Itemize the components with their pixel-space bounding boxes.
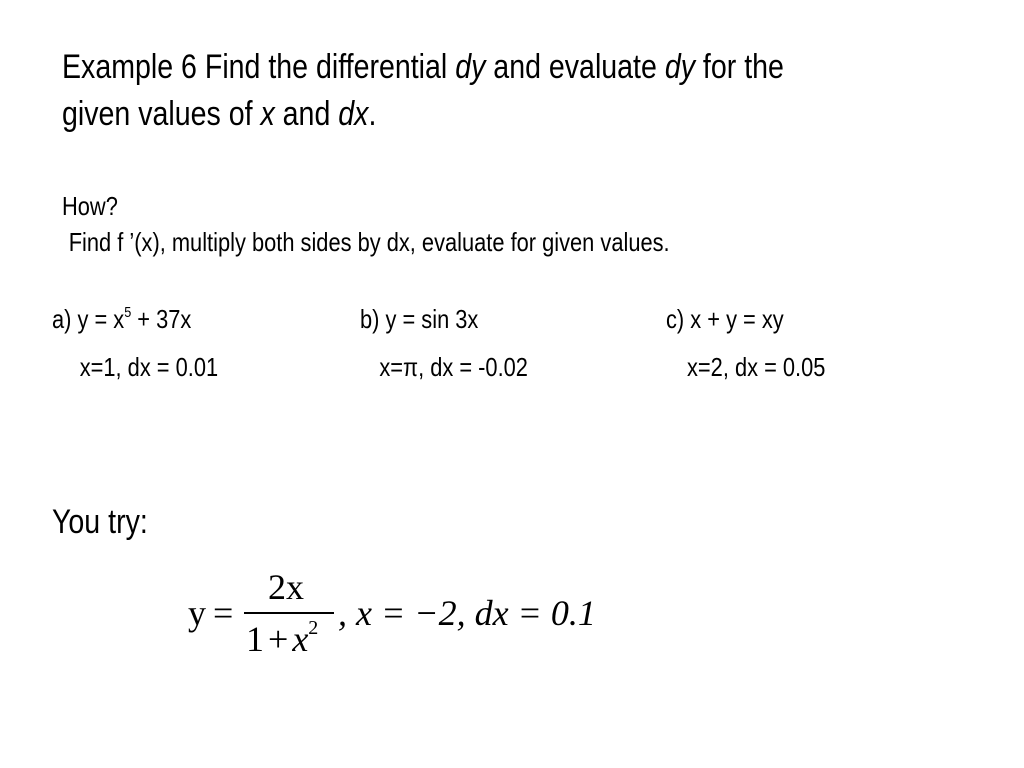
problem-a xyxy=(52,304,218,382)
you-try-label: You try: xyxy=(52,503,148,541)
problem-given: x=1, dx = 0.01 xyxy=(79,352,219,382)
denominator-x: x xyxy=(292,619,309,659)
problem-label: c) x + y = xy xyxy=(666,304,784,334)
problem-label: + 37x xyxy=(131,304,192,334)
equation-y: y xyxy=(188,593,206,633)
title-text: and evaluate xyxy=(485,48,665,86)
denominator-plus: + xyxy=(268,619,289,659)
title-line-2 xyxy=(62,91,784,138)
title-italic-dx: dx xyxy=(338,95,369,133)
problem-label: a) y = x xyxy=(52,304,125,334)
equation-equals: = xyxy=(213,593,234,633)
numerator-text: 2x xyxy=(268,567,304,607)
title-italic-dy: dy xyxy=(664,48,695,86)
problem-b xyxy=(360,304,528,382)
fraction-bar xyxy=(244,612,334,614)
problem-given: x=π, dx = -0.02 xyxy=(379,352,528,382)
problem-given: x=2, dx = 0.05 xyxy=(687,352,826,382)
how-instructions: Find f ’(x), multiply both sides by dx, evaluate for given values. xyxy=(68,227,670,257)
equation-numerator xyxy=(268,566,304,608)
title-text: for the xyxy=(694,48,784,86)
title-line-1 xyxy=(62,44,784,91)
title-text: and xyxy=(274,95,339,133)
title-italic-x: x xyxy=(260,95,275,133)
title-text: . xyxy=(368,95,377,133)
denominator-exponent: 2 xyxy=(308,617,319,639)
how-section xyxy=(62,188,670,260)
equation-rest: , x = −2, dx = 0.1 xyxy=(338,593,596,633)
slide-title xyxy=(62,44,784,138)
title-text: Example 6 Find the differential xyxy=(62,48,456,86)
title-italic-dy: dy xyxy=(455,48,486,86)
equation-denominator xyxy=(246,618,318,660)
problem-label: b) y = sin 3x xyxy=(360,304,479,334)
problem-exponent: 5 xyxy=(124,304,132,321)
how-heading: How? xyxy=(62,191,118,221)
denominator-one: 1 xyxy=(246,619,264,659)
problem-c xyxy=(666,304,825,382)
title-text: given values of xyxy=(62,95,261,133)
